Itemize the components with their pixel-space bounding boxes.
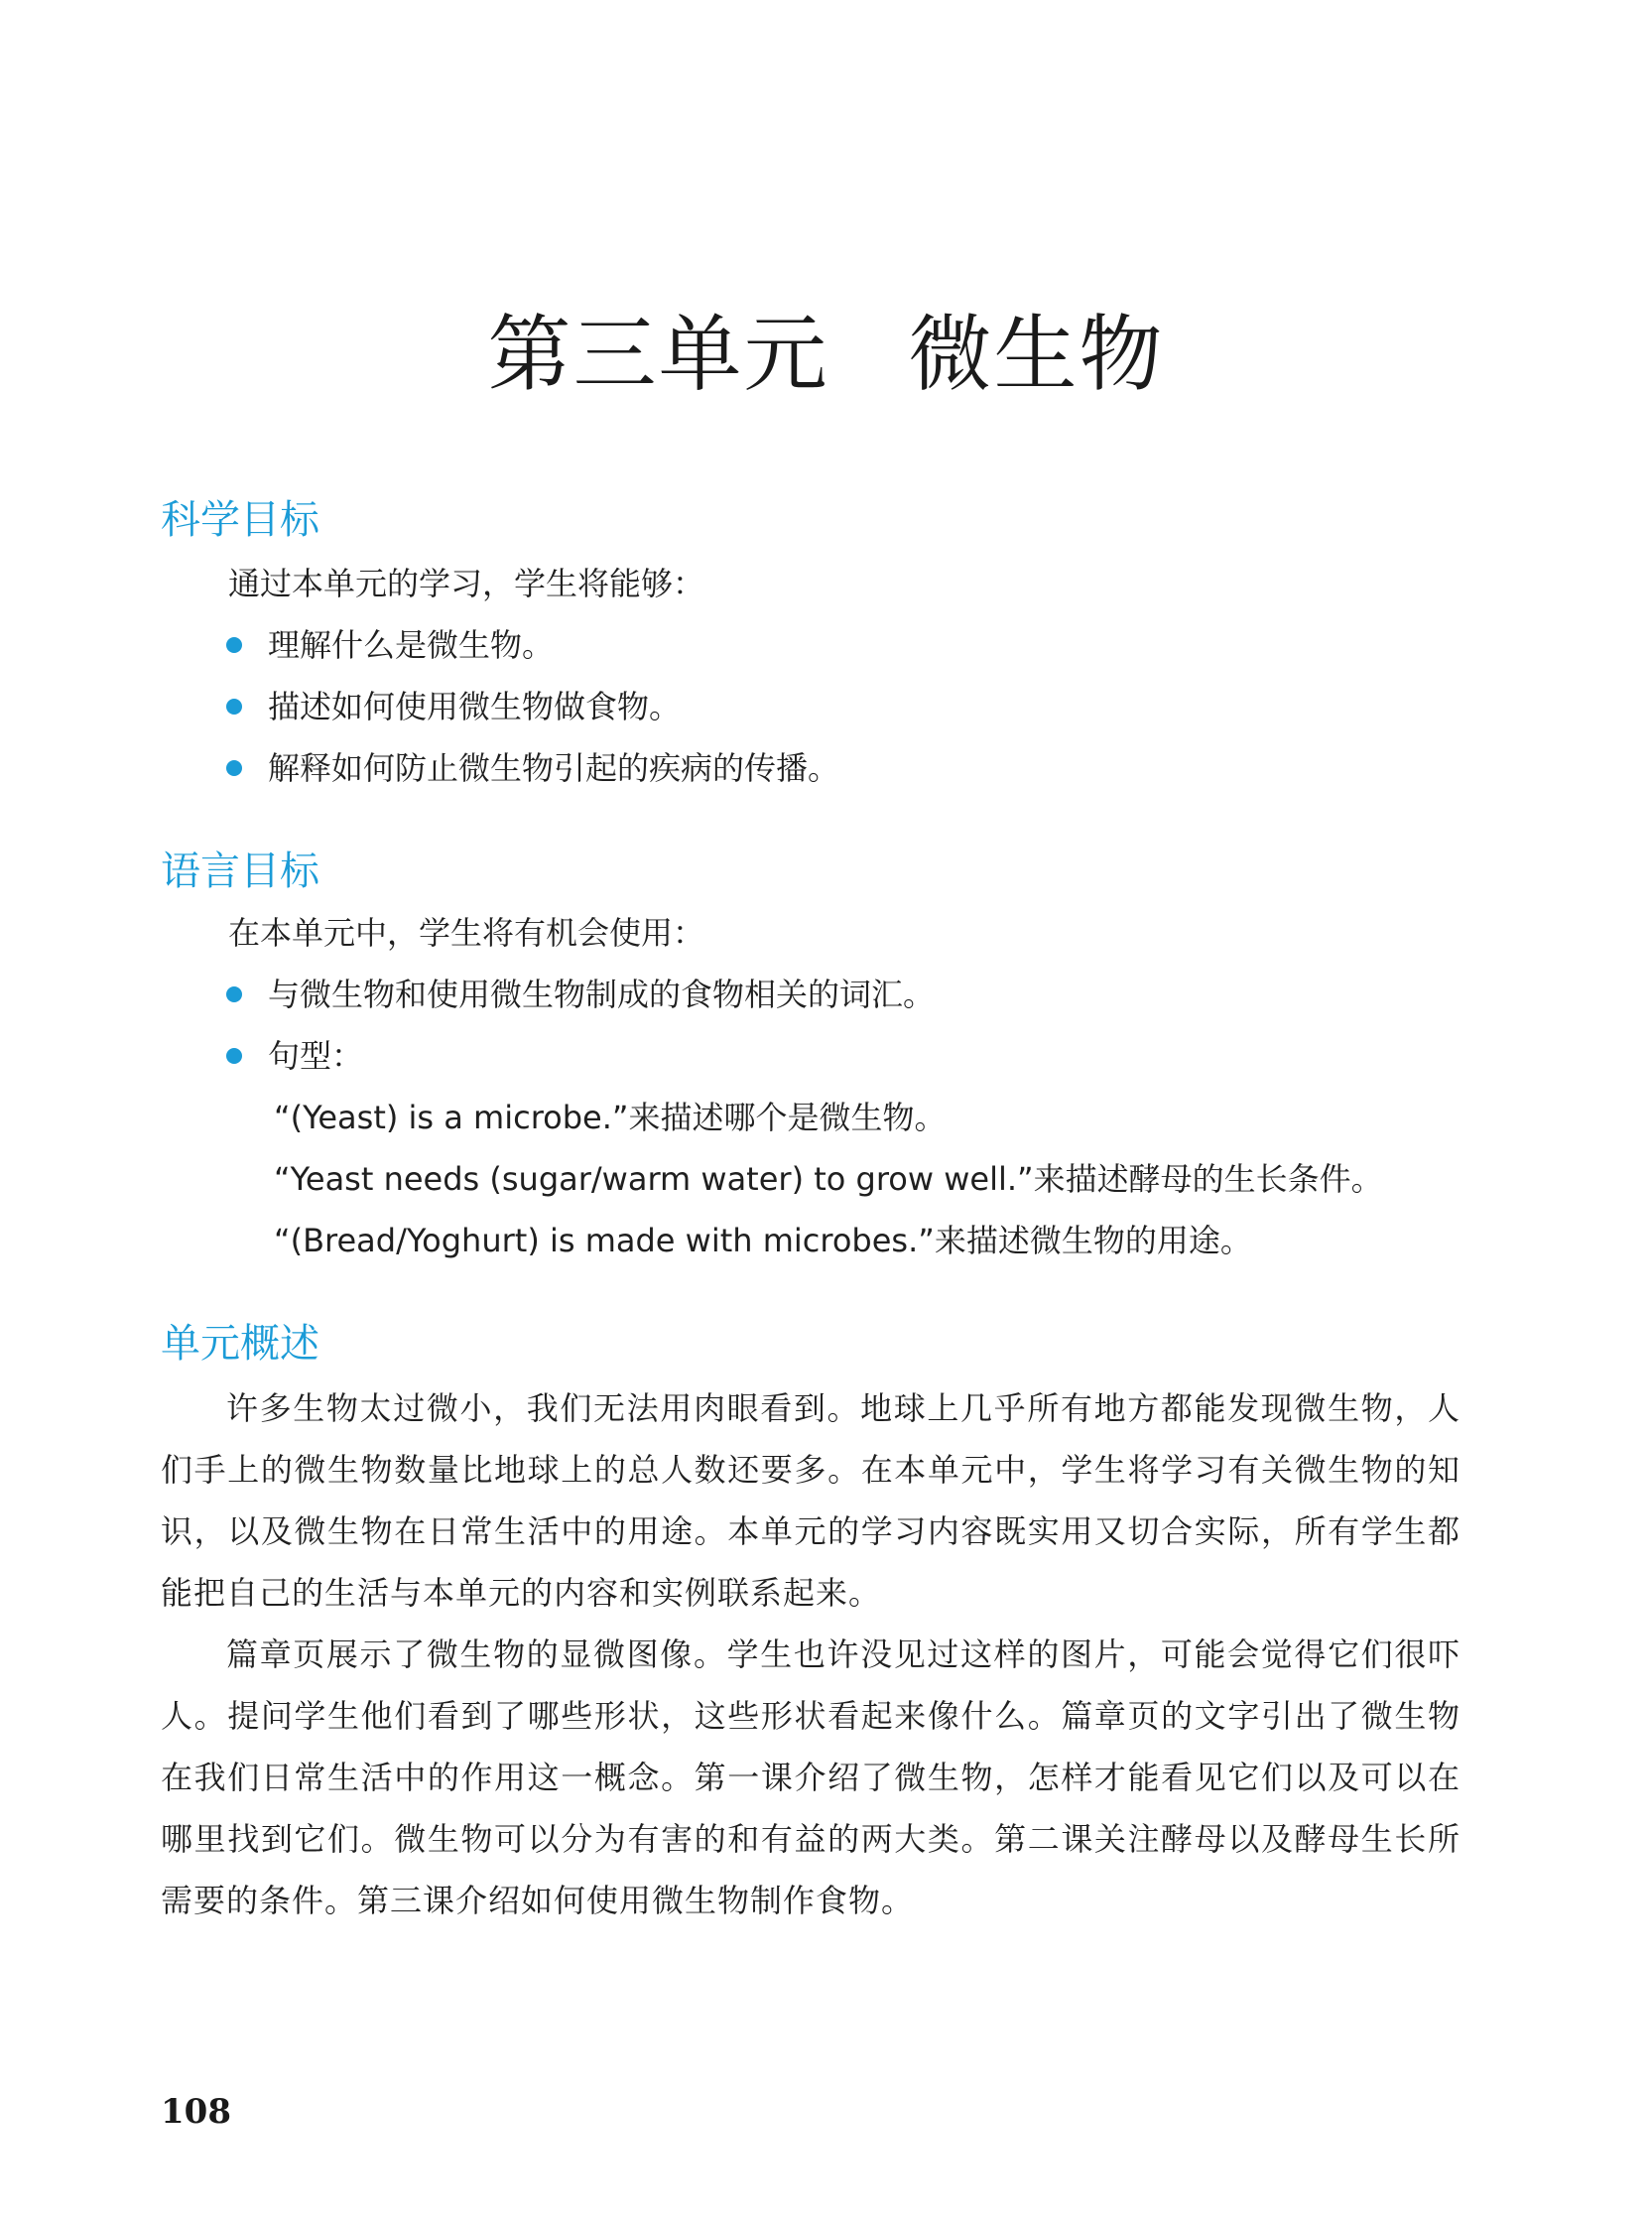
pattern-english: “Yeast needs (sugar/warm water) to grow well.” [274,1160,1034,1198]
overview-heading: 单元概述 [161,1321,319,1367]
science-goals-intro: 通过本单元的学习，学生将能够： [228,565,705,602]
title-topic: 微生物 [908,306,1165,403]
sentence-pattern [274,1221,1252,1260]
bullet-dot-icon [226,986,242,1002]
bullet-dot-icon [226,637,242,653]
page-title [0,288,1652,408]
pattern-chinese: 来描述酵母的生长条件。 [1033,1160,1383,1198]
pattern-chinese: 来描述哪个是微生物。 [628,1099,947,1136]
document-page: 第三单元 微生物 科学目标 通过本单元的学习，学生将能够： 理解什么是微生物。 描述如何使用微生物做食物。 解释如何防止微生物引起的疾病的传播。 语言目标 在本单元中，学生将有机会使用： 与微生物和使用微生物制成的食物相关的词汇。 句型： “(Yeast) is a microbe.”来描述哪个是微生物。 “Yeast needs (sugar/warm water) to grow well.”来描述酵母的生长条件。 “(Bread/Yoghurt) is made with microbes.”来描述微生物的用途。 单元概述 许多生物太过微小，我们无法用肉眼看到。地球上几乎所有地方都能发现微生物，人们手上的微生物数量比地球上的总人数还要多。在本单元中，学生将学习有关微生物的知识，以及微生物在日常生活中的用途。本单元的学习内容既实用又切合实际，所有学生都能把自己的生活与本单元的内容和实例联系起来。 篇章页展示了微生物的显微图像。学生也许没见过这样的图片，可能会觉得它们很吓人。提问学生他们看到了哪些形状，这些形状看起来像什么。篇章页的文字引出了微生物在我们日常生活中的作用这一概念。第一课介绍了微生物，怎样才能看见它们以及可以在哪里找到它们。微生物可以分为有害的和有益的两大类。第二课关注酵母以及酵母生长所需要的条件。第三课介绍如何使用微生物制作食物。 108 [0,0,1652,2224]
bullet-dot-icon [226,760,242,776]
page-number: 108 [161,2092,231,2132]
sentence-pattern [274,1159,1383,1199]
sentence-pattern [274,1098,947,1137]
bullet-dot-icon [226,699,242,715]
language-goals-heading: 语言目标 [161,849,319,894]
pattern-english: “(Bread/Yoghurt) is made with microbes.” [274,1222,935,1259]
language-goals-intro: 在本单元中，学生将有机会使用： [228,914,705,952]
pattern-english: “(Yeast) is a microbe.” [274,1099,629,1136]
bullet-dot-icon [226,1048,242,1064]
title-unit: 第三单元 [487,306,829,403]
overview-paragraph: 篇章页展示了微生物的显微图像。学生也许没见过这样的图片，可能会觉得它们很吓人。提问学生他们看到了哪些形状，这些形状看起来像什么。篇章页的文字引出了微生物在我们日常生活中的作用这一概念。第一课介绍了微生物，怎样才能看见它们以及可以在哪里找到它们。微生物可以分为有害的和有益的两大类。第二课关注酵母以及酵母生长所需要的条件。第三课介绍如何使用微生物制作食物。 [161,1635,1461,1919]
science-goals-heading: 科学目标 [161,497,319,543]
pattern-chinese: 来描述微生物的用途。 [934,1222,1252,1259]
overview-paragraph: 许多生物太过微小，我们无法用肉眼看到。地球上几乎所有地方都能发现微生物，人们手上的微生物数量比地球上的总人数还要多。在本单元中，学生将学习有关微生物的知识，以及微生物在日常生活中的用途。本单元的学习内容既实用又切合实际，所有学生都能把自己的生活与本单元的内容和实例联系起来。 [161,1389,1461,1612]
